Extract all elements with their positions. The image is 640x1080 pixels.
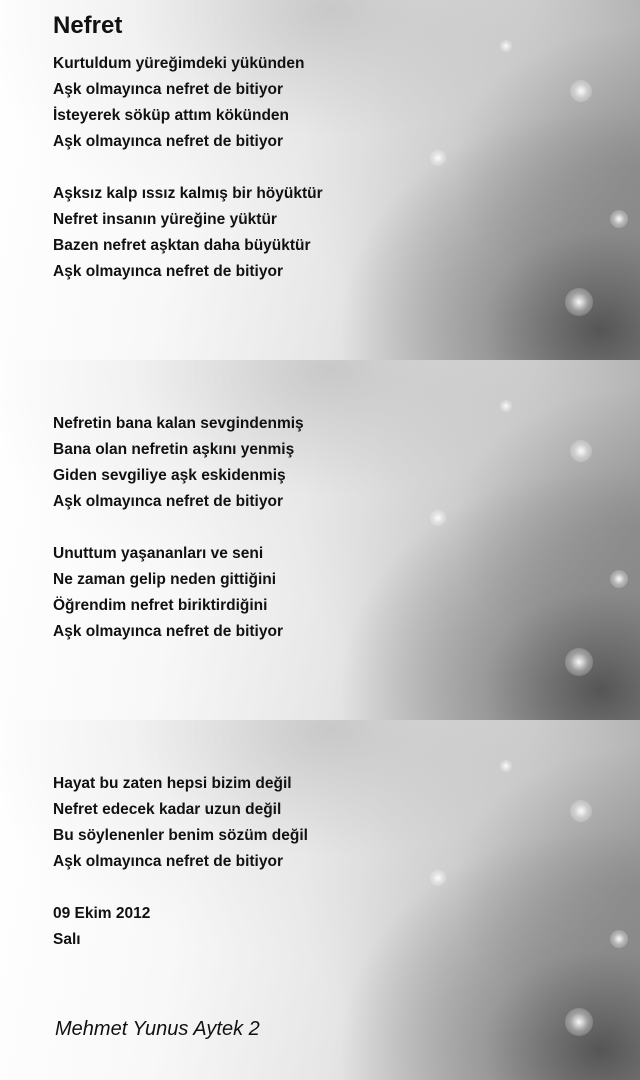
author-signature: Mehmet Yunus Aytek 2 <box>55 1018 260 1040</box>
poem-line: Aşksız kalp ıssız kalmış bir höyüktür <box>53 185 323 202</box>
stanza-5 <box>53 771 308 875</box>
poem-line: Aşk olmayınca nefret de bitiyor <box>53 263 283 280</box>
poem-line: Giden sevgiliye aşk eskidenmiş <box>53 467 286 484</box>
poem-line: Kurtuldum yüreğimdeki yükünden <box>53 55 305 72</box>
sparkle-decoration <box>565 1008 593 1036</box>
poem-line: Hayat bu zaten hepsi bizim değil <box>53 775 292 792</box>
poem-line: Aşk olmayınca nefret de bitiyor <box>53 81 283 98</box>
poem-line: Bana olan nefretin aşkını yenmiş <box>53 441 295 458</box>
poem-line: Aşk olmayınca nefret de bitiyor <box>53 493 283 510</box>
poem-line: Aşk olmayınca nefret de bitiyor <box>53 853 283 870</box>
poem-line: İsteyerek söküp attım kökünden <box>53 107 290 124</box>
poem-line: Nefret insanın yüreğine yüktür <box>53 211 277 228</box>
poem-line: Aşk olmayınca nefret de bitiyor <box>53 133 283 150</box>
stanza-1 <box>53 51 304 155</box>
poem-line: Nefretin bana kalan sevgindenmiş <box>53 415 304 432</box>
sparkle-decoration <box>610 570 628 588</box>
poem-weekday: Salı <box>53 931 81 948</box>
poem-line: Nefret edecek kadar uzun değil <box>53 801 282 818</box>
stanza-2 <box>53 181 323 285</box>
sparkle-decoration <box>500 400 512 412</box>
sparkle-decoration <box>570 800 592 822</box>
poem-line: Bazen nefret aşktan daha büyüktür <box>53 237 311 254</box>
poem-panel-2 <box>0 360 640 720</box>
sparkle-decoration <box>610 210 628 228</box>
poem-panel-1 <box>0 0 640 360</box>
poem-title: Nefret <box>53 12 123 39</box>
sparkle-decoration <box>500 760 512 772</box>
poem-line: Unuttum yaşananları ve seni <box>53 545 264 562</box>
poem-line: Öğrendim nefret biriktirdiğini <box>53 597 268 614</box>
sparkle-decoration <box>430 510 446 526</box>
sparkle-decoration <box>565 648 593 676</box>
poem-date-block <box>53 901 150 953</box>
poem-date: 09 Ekim 2012 <box>53 905 151 922</box>
poem-line: Bu söylenenler benim sözüm değil <box>53 827 308 844</box>
sparkle-decoration <box>570 440 592 462</box>
poem-line: Aşk olmayınca nefret de bitiyor <box>53 623 283 640</box>
sparkle-decoration <box>430 150 446 166</box>
sparkle-decoration <box>570 80 592 102</box>
poem-line: Ne zaman gelip neden gittiğini <box>53 571 277 588</box>
stanza-4 <box>53 541 283 645</box>
sparkle-decoration <box>430 870 446 886</box>
sparkle-decoration <box>565 288 593 316</box>
poem-panel-3 <box>0 720 640 1080</box>
sparkle-decoration <box>500 40 512 52</box>
sparkle-decoration <box>610 930 628 948</box>
stanza-3 <box>53 411 304 515</box>
